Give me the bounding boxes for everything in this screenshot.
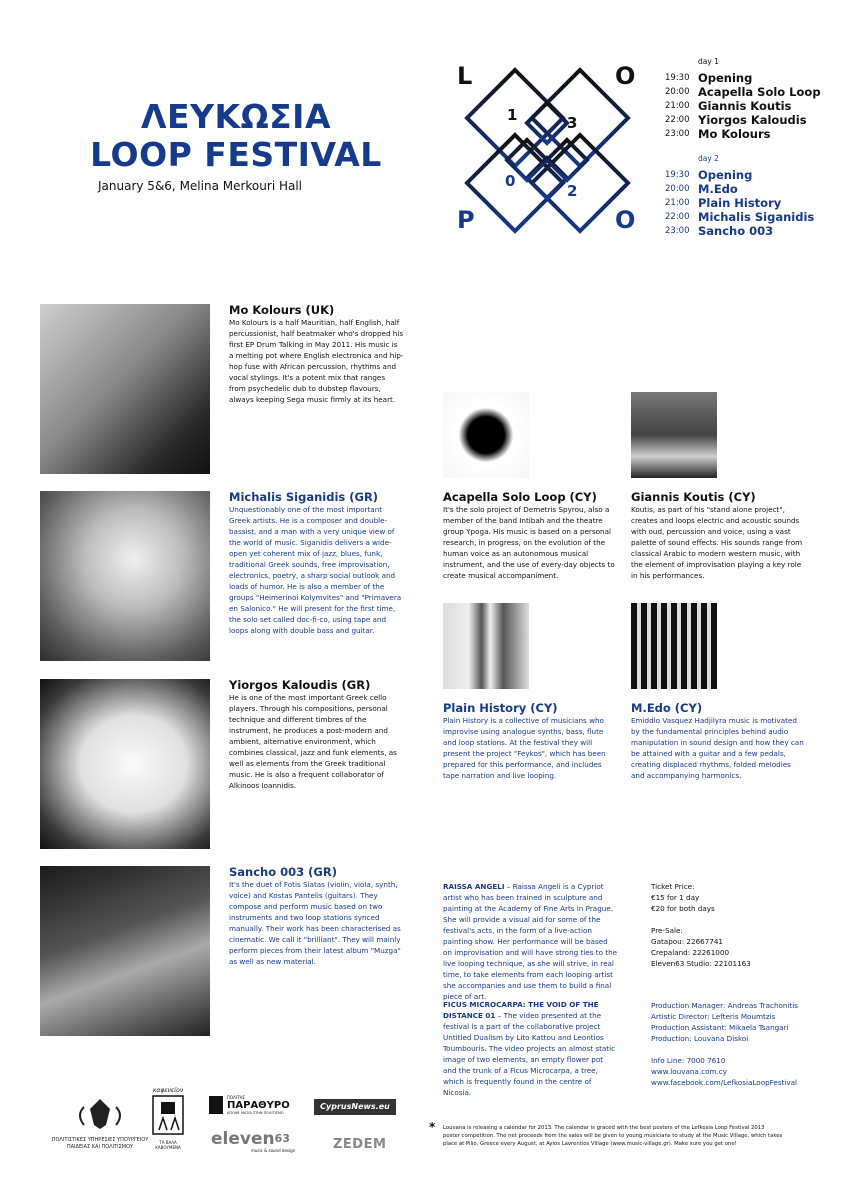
schedule-row: 22:00 Michalis Siganidis (665, 210, 815, 224)
sponsor-cyprusnews: CyprusNews.eu (314, 1099, 396, 1115)
schedule-row: 19:30 Opening (665, 168, 753, 182)
festival-subtitle: January 5&6, Melina Merkouri Hall (98, 179, 303, 193)
logo-digit-2: 2 (567, 182, 578, 200)
loop-logo (455, 58, 640, 243)
bio-name: Yiorgos Kaloudis (GR) (229, 678, 371, 692)
parathyro-sub: ΑΠΟΨΕ ΜΑΤΙΑ ΣΤΗΝ ΠΟΛΙΤΙΣΜΟ (227, 1111, 284, 1115)
bio-sancho-003 (229, 865, 404, 974)
bio-acapella-solo-loop (443, 490, 618, 588)
logo-letter-o2: O (615, 206, 636, 234)
credits (651, 1000, 831, 1088)
logo-digit-0: 0 (505, 172, 516, 190)
kafeneion-bottom: ΤΑ ΒΑΛΑ ΚΑΒΟΥΜΕΝΑ (155, 1140, 181, 1150)
logo-digit-3: 3 (567, 114, 578, 132)
day1-label: day 1 (698, 57, 719, 66)
credit-line: Production Assistant: Mikaela Tsangari (651, 1023, 789, 1032)
sponsor-parathyro (209, 1095, 304, 1115)
title-english: LOOP FESTIVAL (90, 135, 382, 174)
day2-label: day 2 (698, 154, 719, 163)
photo-plain-history (443, 603, 529, 689)
bio-name: Acapella Solo Loop (CY) (443, 490, 597, 504)
schedule-row: 21:00 Giannis Koutis (665, 99, 792, 113)
kafeneion-top: καφενείον (152, 1087, 184, 1094)
sponsor-kafeneion (146, 1087, 190, 1150)
presale-line: Gatapou: 22667741 (651, 937, 724, 946)
bio-name: Sancho 003 (GR) (229, 865, 337, 879)
photo-giannis-koutis (631, 392, 717, 478)
bio-text: Unquestionably one of the most important Greek artists. He is a composer and double-bassist, and a man with a very unique view of the world of music. Siganidis delivers a wide-open yet coherent mix of jazz, blues, funk, traditional Greek sounds, free improvisation, electronics, poetry, a sharp social outlook and loads of humor. He is also a member of the groups "Heimerinoi Kolymvites" and "Primavera en Salonico." He will present for the first time, the solo set called doc-fi-co, using tape and loops along with double bass and guitar. (229, 505, 402, 635)
bio-name: Plain History (CY) (443, 701, 558, 715)
parathyro-name: ΠΑΡΑΘΥΡΟ (227, 1100, 290, 1111)
bio-text: It's the solo project of Demetris Spyrou, also a member of the band Intibah and the theatre group Ypoga. His music is based on a personal research, in progress, on the evolution of the human voice as an autonomous musical instrument, and the use of every-day objects to create musical accompaniment. (443, 505, 615, 580)
ficus-microcarpa-text (443, 999, 618, 1098)
ficus-name: FICUS MICROCARPA: THE VOID OF THE DISTANCE 01 (443, 1000, 599, 1020)
bio-text: He is one of the most important Greek cello players. Through his compositions, personal technique and different timbres of the instrument, he produces a post-modern and ambient, alternative environment, which combines classical, jazz and funk elements, as well as elements from the Greek traditional music. He is also a frequent collaborator of Alkinoos Ioannidis. (229, 693, 397, 790)
ficus-desc: – The video presented at the festival is a part of the collaborative project Untitled Dualism by Lito Kattou and Leontios Toumbouris. The video projects an almost static image of two elements, an empty flower pot and the trunk of a Ficus Microcarpa, a tree, which is frequently found in the centre of Nicosia. (443, 1011, 616, 1097)
sponsor-ministry (40, 1095, 160, 1151)
raissa-angeli-text (443, 881, 618, 1002)
bio-name: Michalis Siganidis (GR) (229, 490, 379, 504)
credit-line: Production Manager: Andreas Trachonitis (651, 1001, 799, 1010)
sponsor-eleven63 (211, 1130, 311, 1153)
bio-yiorgos-kaloudis (229, 678, 404, 798)
bio-text: Plain History is a collective of musicians who improvise using analogue synths, bass, flute and loop stations. At the festival they will present the project "Feykos", which has been prepared for this performance, and includes tape narration and live looping. (443, 716, 606, 780)
photo-medo (631, 603, 717, 689)
schedule-day2 (665, 152, 814, 238)
footnote-text: Louvana is releasing a calendar for 2013. The calendar is graced with the best posters of the Lefkosia Loop Festival 2013 poster competition. The net proceeds from the sales will be given to young musicians to study at the Music Village, which takes place at Pilio, Greece every August, at Ayios Lavrentios Village (www.music-village.gr). Make sure you get one! (443, 1125, 783, 1147)
credit-line: Artistic Director: Lefteris Moumtzis (651, 1012, 776, 1021)
bio-name: Mo Kolours (UK) (229, 303, 335, 317)
facebook-link[interactable]: www.facebook.com/LefkosiaLoopFestival (651, 1078, 798, 1087)
logo-digit-1: 1 (507, 106, 518, 124)
ministry-crest-icon (40, 1095, 160, 1133)
logo-letter-p: P (457, 206, 475, 234)
eleven-num: 63 (274, 1132, 290, 1145)
photo-acapella-solo-loop (443, 392, 529, 478)
raissa-name: RAISSA ANGELI (443, 882, 505, 891)
logo-letter-l: L (457, 62, 473, 90)
schedule-row: 21:00 Plain History (665, 196, 782, 210)
photo-mo-kolours (40, 304, 210, 474)
ticket-info (651, 881, 821, 969)
bio-giannis-koutis (631, 490, 806, 588)
ticket-line: Ticket Price: (651, 882, 695, 891)
parathyro-small: ΠΟΛΙΤΗΣ (227, 1095, 246, 1100)
bio-mo-kolours (229, 303, 404, 412)
schedule-row: 23:00 Mo Kolours (665, 127, 771, 141)
ministry-label: ΠΟΛΙΤΙΣΤΙΚΕΣ ΥΠΗΡΕΣΙΕΣ ΥΠΟΥΡΓΕΙΟΥ ΠΑΙΔΕΙΑΣ ΚΑΙ ΠΟΛΙΤΙΣΜΟΥ (51, 1137, 149, 1150)
footnote-mark: * (429, 1120, 436, 1134)
bio-text: Koutis, as part of his "stand alone project", creates and loops electric and acoustic sounds with oud, percussion and voice, using a vast palette of sound effects. His sounds range from classical Arabic to modern western music, with the element of improvisation playing a key role in his performances. (631, 505, 803, 580)
credit-line: Production: Louvana Diskoi (651, 1034, 749, 1043)
bio-text: It's the duet of Fotis Siatas (violin, viola, synth, voice) and Kostas Pantelis (guitars). They compose and perform music based on two instruments and two loop stations synced manually. Their work has been characterised as cinematic. We call it "brilliant". They will mainly perform pieces from their latest album "Muzga" as well as new material. (229, 880, 401, 966)
sponsor-zedem: ZEDEM (333, 1137, 387, 1152)
schedule-row: 19:30 Opening (665, 71, 753, 85)
bio-michalis-siganidis (229, 490, 404, 643)
bio-plain-history (443, 701, 618, 788)
photo-yiorgos-kaloudis (40, 679, 210, 849)
title-greek: ΛΕΥΚΩΣΙΑ (141, 97, 331, 136)
festival-title (86, 98, 386, 174)
schedule-row: 20:00 Acapella Solo Loop (665, 85, 821, 99)
photo-sancho-003 (40, 866, 210, 1036)
ticket-line: €15 for 1 day (651, 893, 700, 902)
bio-text: Mo Kolours is a half Mauritian, half English, half percussionist, half beatmaker who's dropped his first EP Drum Talking in May 2011. His music is a melting pot where English electronica and hip-hop fuse with African percussion, rhythms and vocal stylings. It's a potent mix that ranges from psychedelic dub to dubstep flavours, always keeping Sega music firmly at its heart. (229, 318, 404, 404)
parathyro-logo-icon (209, 1096, 223, 1114)
raissa-desc: – Raissa Angeli is a Cypriot artist who has been trained in sculpture and painting at the Academy of Fine Arts in Prague. She will provide a visual aid for some of the festival's acts, in the form of a live-action painting show. Her performance will be based on improvisation and will have strong ties to the live looping technique, as she will strive, in real time, to take elements from each looping artist she accompanies and use them to build a final piece of art. (443, 882, 618, 1001)
logo-letter-o1: O (615, 62, 636, 90)
kafeneion-logo-icon (151, 1094, 185, 1136)
bio-medo (631, 701, 806, 788)
schedule-row: 23:00 Sancho 003 (665, 224, 774, 238)
presale-line: Crepaland: 22261000 (651, 948, 730, 957)
eleven-text: eleven (211, 1129, 275, 1149)
photo-michalis-siganidis (40, 491, 210, 661)
bio-text: Emiddio Vasquez Hadjilyra music is motivated by the fundamental principles behind audio manipulation in sound design and how they can be attained with a guitar and a few pedals, creating displaced rhythms, folded melodies and accompanying harmonics. (631, 716, 804, 780)
eleven-sub: music & sound design (251, 1148, 296, 1153)
presale-line: Eleven63 Studio: 22101163 (651, 959, 751, 968)
schedule-row: 20:00 M.Edo (665, 182, 738, 196)
schedule-day1 (665, 55, 821, 141)
ticket-line: €20 for both days (651, 904, 715, 913)
bio-name: Giannis Koutis (CY) (631, 490, 756, 504)
bio-name: M.Edo (CY) (631, 701, 703, 715)
presale-line: Pre-Sale: (651, 926, 683, 935)
schedule-row: 22:00 Yiorgos Kaloudis (665, 113, 807, 127)
info-line: Info Line: 7000 7610 (651, 1056, 726, 1065)
website-link[interactable]: www.louvana.com.cy (651, 1067, 727, 1076)
